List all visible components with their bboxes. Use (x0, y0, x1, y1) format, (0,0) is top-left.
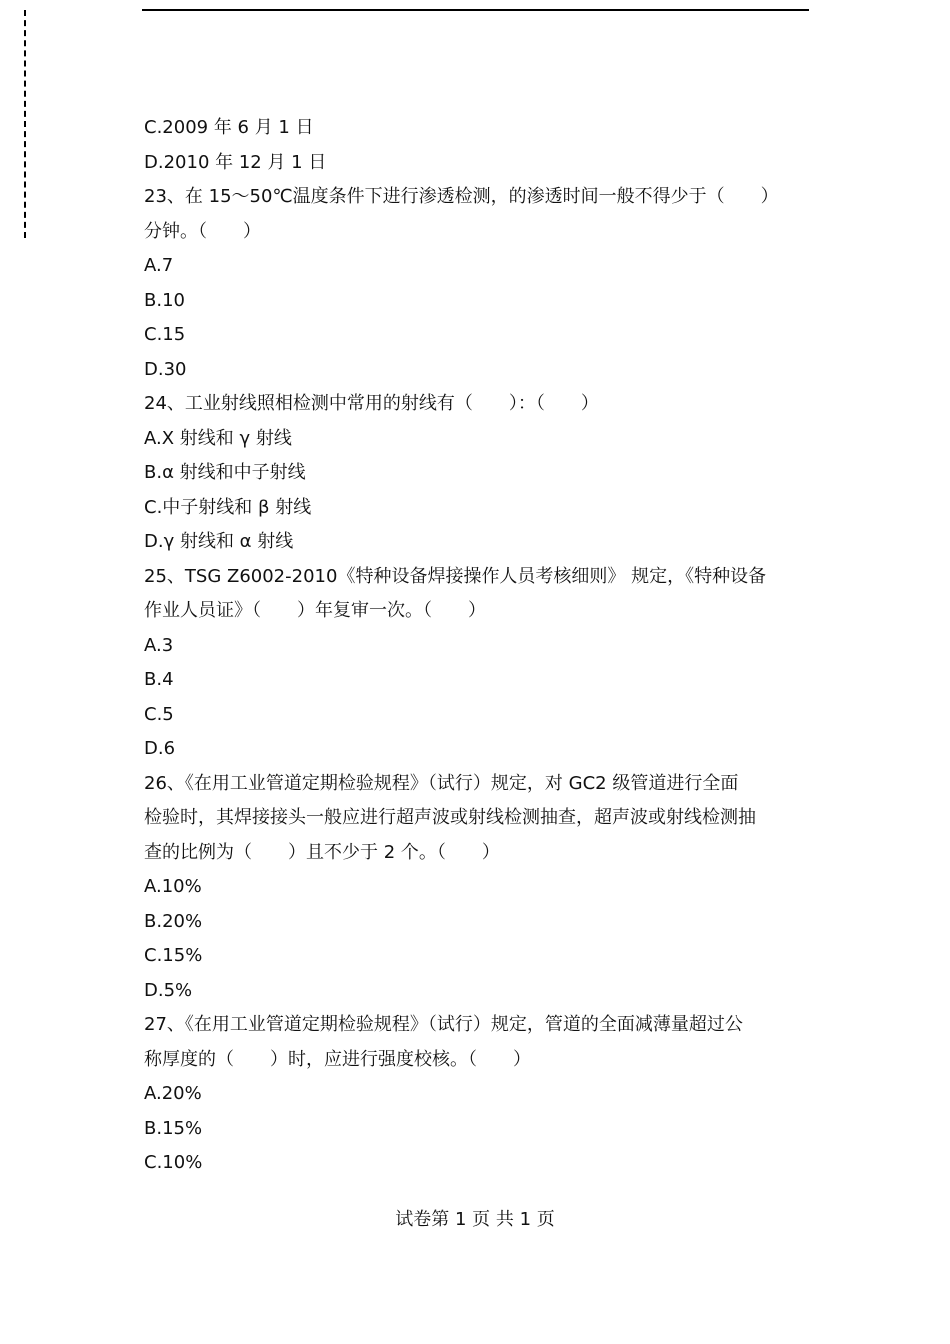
text-line: 查的比例为（ ）且不少于 2 个。（ ） (144, 841, 500, 863)
question-23: 23、在 15～50℃温度条件下进行渗透检测，的渗透时间一般不得少于（ ） (144, 186, 779, 207)
question-25: 25、TSG Z6002-2010《特种设备焊接操作人员考核细则》 规定，《特种设备 (144, 565, 767, 587)
option: B.15% (144, 1117, 203, 1139)
text-line: D.2010 年 12 月 1 日 (144, 151, 327, 173)
option: C.15 (144, 324, 186, 345)
option: D.γ 射线和 α 射线 (144, 531, 294, 552)
binding-margin-dashed-line (24, 10, 26, 238)
option: D.6 (144, 738, 176, 759)
option: B.α 射线和中子射线 (144, 462, 306, 483)
option: D.5% (144, 979, 193, 1001)
option: B.4 (144, 669, 174, 690)
option: B.20% (144, 910, 203, 932)
option: C.中子射线和 β 射线 (144, 496, 312, 518)
question-27: 27、《在用工业管道定期检验规程》（试行）规定，管道的全面减薄量超过公 (144, 1014, 743, 1035)
option: C.10% (144, 1152, 203, 1173)
option: C.5 (144, 703, 174, 725)
question-24: 24、工业射线照相检测中常用的射线有（ ）：（ ） (144, 393, 599, 414)
option: A.X 射线和 γ 射线 (144, 427, 292, 449)
question-26: 26、《在用工业管道定期检验规程》（试行）规定，对 GC2 级管道进行全面 (144, 772, 739, 794)
text-line: 作业人员证》（ ）年复审一次。（ ） (144, 600, 486, 621)
option: A.10% (144, 876, 202, 897)
option: A.3 (144, 634, 174, 656)
option: C.15% (144, 945, 203, 966)
top-rule (142, 9, 809, 11)
text-line: 称厚度的（ ）时，应进行强度校核。（ ） (144, 1048, 531, 1070)
text-line: C.2009 年 6 月 1 日 (144, 117, 314, 138)
option: D.30 (144, 358, 187, 380)
exam-content (144, 111, 814, 1181)
option: A.7 (144, 255, 174, 276)
option: B.10 (144, 289, 185, 311)
option: A.20% (144, 1083, 202, 1104)
text-line: 分钟。（ ） (144, 220, 261, 242)
page-footer: 试卷第 1 页 共 1 页 (395, 1209, 555, 1230)
text-line: 检验时，其焊接接头一般应进行超声波或射线检测抽查，超声波或射线检测抽 (144, 807, 756, 828)
